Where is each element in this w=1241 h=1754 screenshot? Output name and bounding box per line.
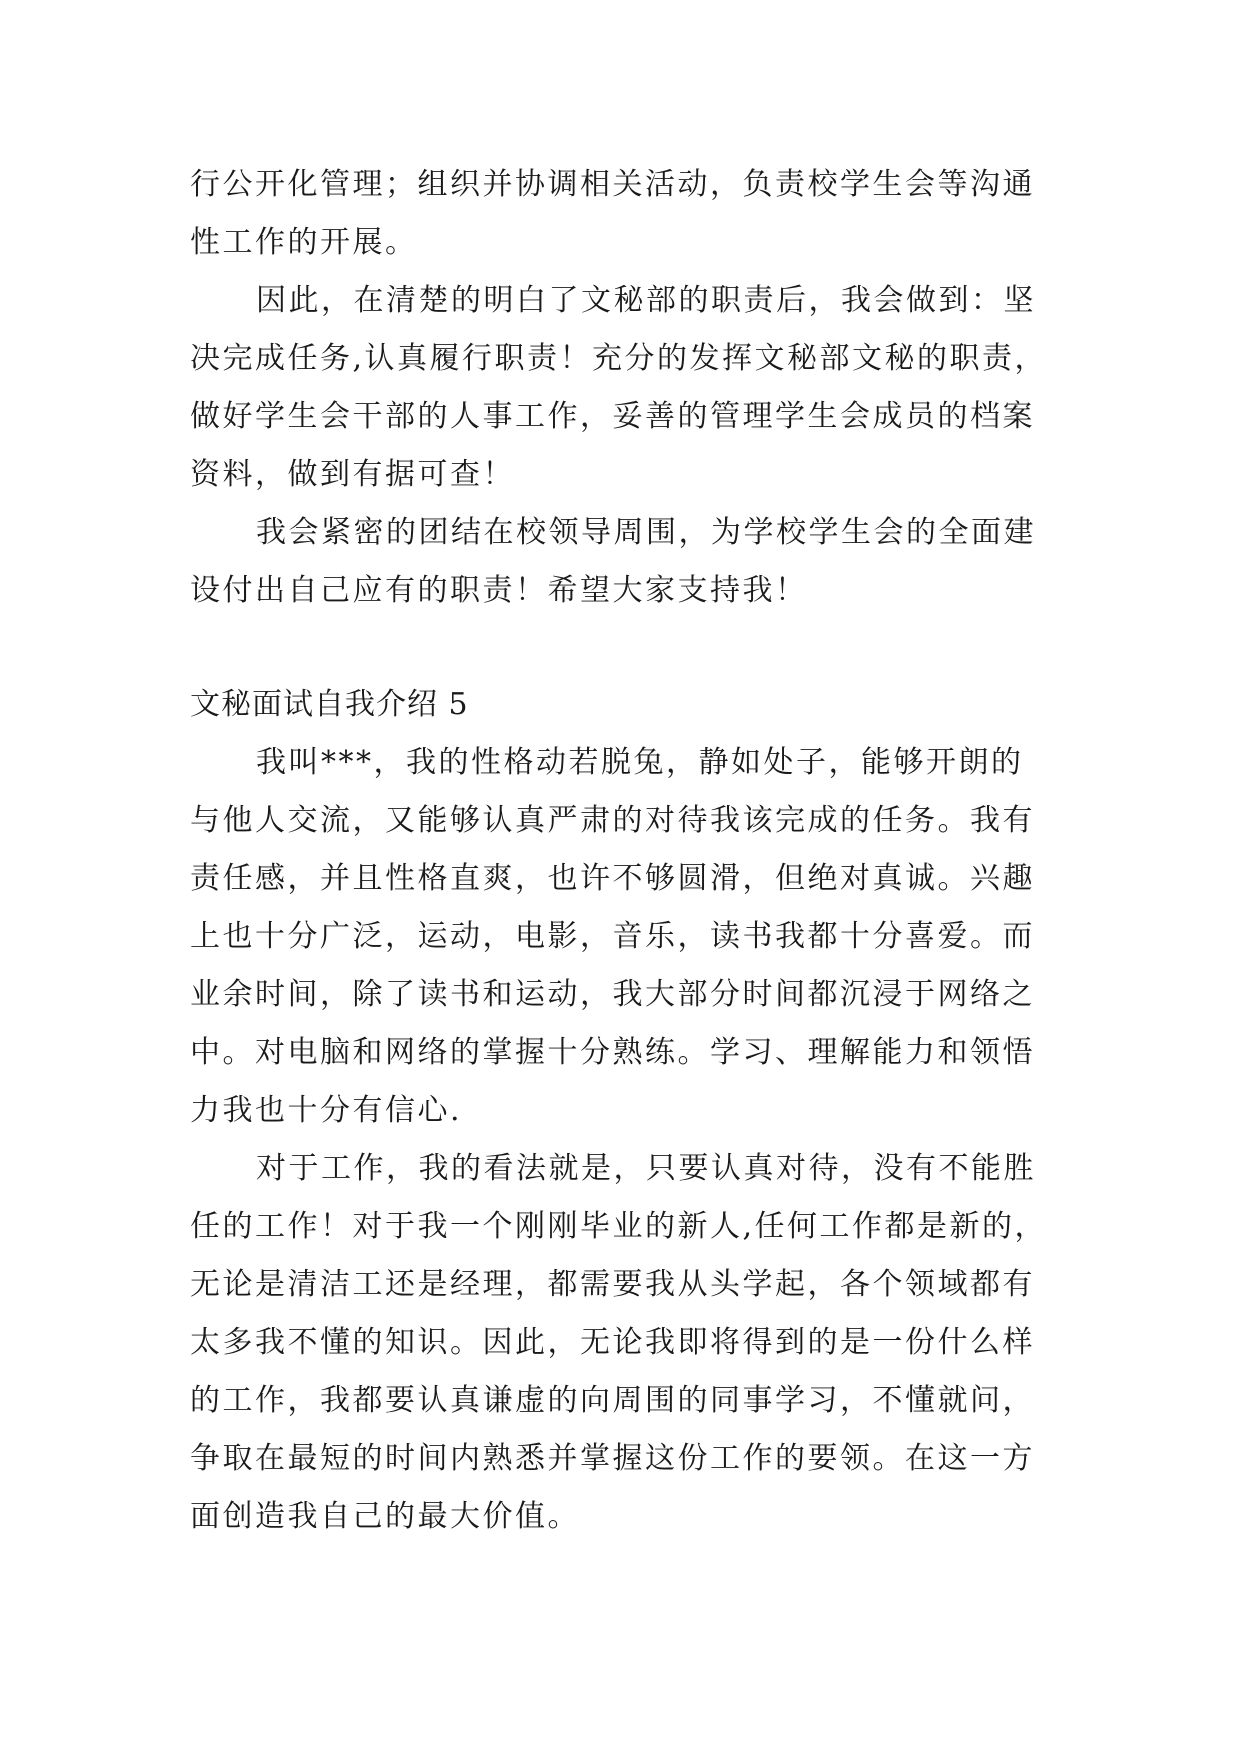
text-line: 行公开化管理；组织并协调相关活动，负责校学生会等沟通	[190, 167, 1035, 202]
text-line: 上也十分广泛，运动，电影，音乐，读书我都十分喜爱。而	[190, 919, 1035, 954]
text-line: 与他人交流，又能够认真严肃的对待我该完成的任务。我有	[190, 803, 1035, 838]
section-spacer	[190, 620, 1050, 676]
text-line: 资料，做到有据可查！	[190, 457, 515, 492]
text-line: 的工作，我都要认真谦虚的向周围的同事学习，不懂就问，	[190, 1383, 1035, 1418]
text-line: 责任感，并且性格直爽，也许不够圆滑，但绝对真诚。兴趣	[190, 861, 1035, 896]
text-line: 无论是清洁工还是经理，都需要我从头学起，各个领域都有	[190, 1267, 1035, 1302]
text-line: 我叫***，我的性格动若脱兔，静如处子，能够开朗的	[256, 745, 1024, 780]
text-line: 做好学生会干部的人事工作，妥善的管理学生会成员的档案	[190, 399, 1035, 434]
text-line: 力我也十分有信心.	[190, 1093, 463, 1128]
paragraph-self-intro	[190, 734, 1050, 1140]
text-line: 因此，在清楚的明白了文秘部的职责后，我会做到：坚	[256, 283, 1036, 318]
text-line: 设付出自己应有的职责！希望大家支持我！	[190, 573, 808, 608]
section-heading: 文秘面试自我介绍 5	[190, 687, 469, 722]
paragraph-continued	[190, 156, 1050, 272]
text-line: 我会紧密的团结在校领导周围，为学校学生会的全面建	[256, 515, 1036, 550]
text-line: 性工作的开展。	[190, 225, 418, 260]
paragraph-duties	[190, 272, 1050, 504]
paragraph-closing	[190, 504, 1050, 620]
text-line: 对于工作，我的看法就是，只要认真对待，没有不能胜	[256, 1151, 1036, 1186]
text-line: 决完成任务,认真履行职责！充分的发挥文秘部文秘的职责，	[190, 341, 1048, 376]
paragraph-work-attitude	[190, 1140, 1050, 1546]
text-line: 太多我不懂的知识。因此，无论我即将得到的是一份什么样	[190, 1325, 1035, 1360]
text-line: 中。对电脑和网络的掌握十分熟练。学习、理解能力和领悟	[190, 1035, 1035, 1070]
text-line: 任的工作！对于我一个刚刚毕业的新人,任何工作都是新的，	[190, 1209, 1048, 1244]
text-line: 面创造我自己的最大价值。	[190, 1499, 580, 1534]
text-line: 争取在最短的时间内熟悉并掌握这份工作的要领。在这一方	[190, 1441, 1035, 1476]
document-body	[190, 156, 1050, 1546]
text-line: 业余时间，除了读书和运动，我大部分时间都沉浸于网络之	[190, 977, 1035, 1012]
